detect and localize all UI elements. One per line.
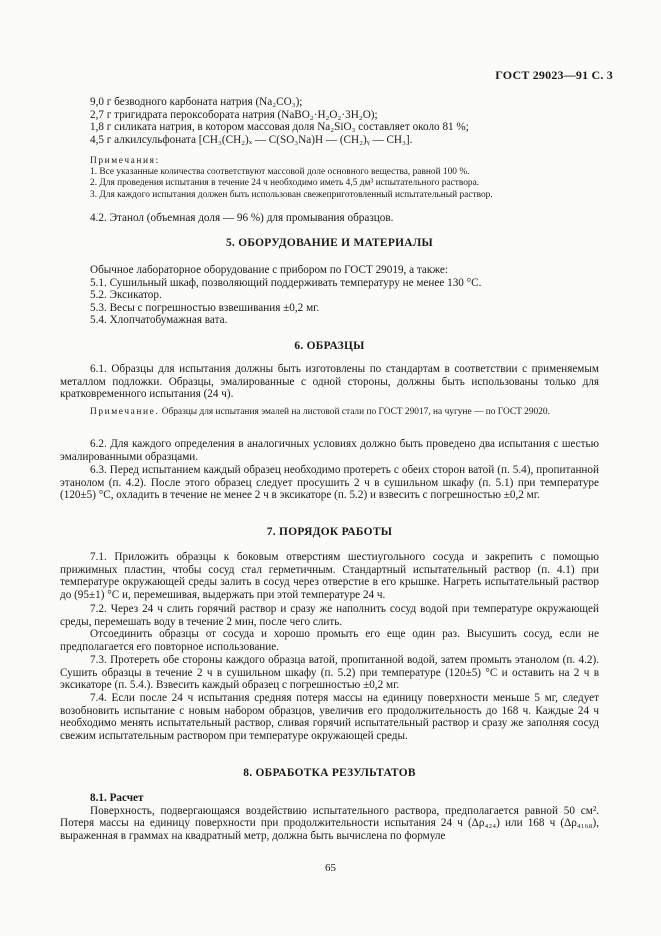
paragraph-4-2 — [60, 212, 599, 225]
paragraph-7-3 — [60, 654, 599, 692]
notes-block — [60, 156, 599, 201]
section-8-body — [60, 792, 599, 842]
reagent-item: 4,5 г алкилсульфоната [CH₃(CH₂)ₓ — C(SO₃Na)H — (CH₂)ᵧ — CH₃]. — [90, 133, 413, 146]
paragraph-text: 7.4. Если после 24 ч испытания средняя потеря массы на единицу поверхности меньше 5 мг, следует возобновить испытание с новым набором образцов, увеличив его продолжительность до 168 ч. Каждые 24 ч необходимо менять испытательный раствор, сливая горячий испытательный раствор и сразу же заполняя сосуд свежим испытательным раствором при температуре окружающей среды. — [60, 692, 599, 742]
section-5-title: 5. ОБОРУДОВАНИЕ И МАТЕРИАЛЫ — [225, 237, 434, 249]
paragraph-text: 6.3. Перед испытанием каждый образец необходимо протереть с обеих сторон ватой (п. 5.4), пропитанной этанолом (п. 4.2). После этого образец следует просушить 2 ч в сушильном шкафу (п. 5.1) при температуре (120±5) °С, охладить в течение не менее 2 ч в эксикаторе (п. 5.2) и взвесить с погрешностью ±0,2 мг. — [60, 464, 599, 502]
paragraph-6-2 — [60, 438, 599, 463]
section-6-title: 6. ОБРАЗЦЫ — [294, 340, 365, 352]
paragraph-text: 7.2. Через 24 ч слить горячий раствор и сразу же наполнить сосуд водой при температуре окружающей среды, перемешать воду в течение 2 мин, после чего слить. — [60, 603, 599, 628]
paragraph-text: 6.1. Образцы для испытания должны быть изготовлены по стандартам в соответствии с применяемым металлом подложки. Образцы, эмалированные с одной стороны, должны быть использованы только для кратковременного испытания (24 ч). — [60, 363, 599, 401]
paragraph-text: 7.3. Протереть обе стороны каждого образца ватой, пропитанной водой, затем промыть этанолом (п. 4.2). Сушить образцы в течение 2 ч в сушильном шкафу (п. 5.2) при температуре (120±5) °С и оставить на 2 ч в эксикаторе (п. 5.4.). Взвесить каждый образец с погрешностью ±0,2 мг. — [60, 654, 599, 692]
equipment-item: 5.4. Хлопчатобумажная вата. — [90, 314, 228, 327]
paragraph-7-2 — [60, 603, 599, 653]
reagent-list — [60, 96, 599, 146]
note-text: Образцы для испытания эмалей на листовой стали по ГОСТ 29017, на чугуне — по ГОСТ 29020. — [159, 407, 550, 417]
reagent-item: 1,8 г силиката натрия, в котором массовая доля Na₂SiO₃ составляет около 81 %; — [90, 121, 469, 134]
equipment-item: 5.3. Весы с погрешностью взвешивания ±0,2 мг. — [90, 301, 320, 314]
notes-title: Примечания: — [90, 156, 160, 166]
section-5-body — [60, 264, 599, 327]
equipment-item: 5.1. Сушильный шкаф, позволяющий поддерживать температуру не менее 130 °С. — [90, 276, 482, 289]
reagent-item: 9,0 г безводного карбоната натрия (Na₂CO₃); — [90, 96, 303, 108]
reagent-item: 2,7 г тригидрата пероксобората натрия (NaBO₂·H₂O₂·3H₂O); — [90, 108, 378, 121]
paragraph-6-1 — [60, 363, 599, 401]
paragraph-text: 4.2. Этанол (объемная доля — 96 %) для промывания образцов. — [90, 212, 394, 224]
note-item: 1. Все указанные количества соответствуют массовой доле основного вещества, равной 100 %. — [90, 167, 470, 178]
section-5-intro: Обычное лабораторное оборудование с прибором по ГОСТ 29019, а также: — [90, 264, 448, 276]
page-number: 65 — [325, 862, 336, 874]
paragraph-7-4 — [60, 692, 599, 742]
note-label: Примечание. — [90, 407, 160, 417]
equipment-item: 5.2. Эксикатор. — [90, 289, 162, 302]
paragraph-7-1 — [60, 551, 599, 601]
page-header: ГОСТ 29023—91 С. 3 — [495, 68, 613, 82]
section-7-title: 7. ПОРЯДОК РАБОТЫ — [266, 526, 393, 538]
section-8-title: 8. ОБРАБОТКА РЕЗУЛЬТАТОВ — [243, 767, 416, 779]
section-6-note — [60, 407, 599, 418]
note-paragraph — [60, 407, 599, 418]
note-item: 2. Для проведения испытания в течение 24 ч необходимо иметь 4,5 дм³ испытательного раствора. — [90, 178, 480, 189]
subsection-title: 8.1. Расчет — [90, 792, 144, 804]
paragraph-text: 6.2. Для каждого определения в аналогичных условиях должно быть проведено два испытания с шестью эмалированными образцами. — [60, 438, 599, 463]
paragraph-text: 7.1. Приложить образцы к боковым отверстиям шестиугольного сосуда и закрепить с помощью прижимных пластин, чтобы сосуд стал герметичным. Стандартный испытательный раствор (п. 4.1) при температуре окружающей среды залить в сосуд через отверстие в его крышке. Нагреть испытательный раствор до (95±1) °С и, перемешивая, выдержать при этой температуре 24 ч. — [60, 551, 599, 601]
paragraph-text: Отсоединить образцы от сосуда и хорошо промыть его еще один раз. Высушить сосуд, если не предполагается его повторное использование. — [60, 628, 599, 653]
paragraph-6-3 — [60, 464, 599, 502]
paragraph-text: Поверхность, подвергающаяся воздействию испытательного раствора, предполагается равной 50 см². Потеря массы на единицу поверхности при продолжительности испытания 24 ч (Δρ₄₂₄) или 168 ч (Δρ₄₁₆₈), выраженная в граммах на квадратный метр, должна быть вычислена по формуле — [60, 804, 599, 842]
note-item: 3. Для каждого испытания должен быть использован свежеприготовленный испытательный раствор. — [90, 189, 493, 200]
